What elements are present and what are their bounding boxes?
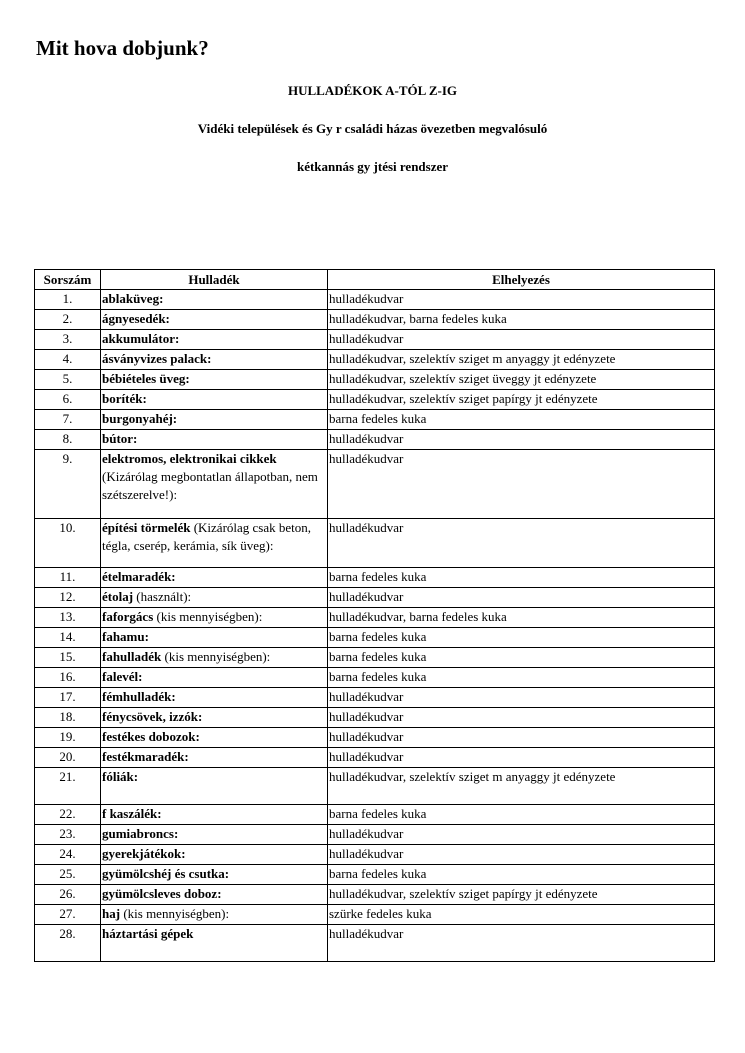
waste-item (101, 608, 328, 628)
waste-item (101, 865, 328, 885)
waste-name: étolaj (102, 589, 134, 604)
waste-item (101, 925, 328, 962)
waste-name: burgonyahéj: (102, 411, 178, 426)
table-header-row (35, 270, 715, 290)
disposal-place: barna fedeles kuka (328, 410, 715, 430)
waste-item (101, 430, 328, 450)
waste-name: festékes dobozok: (102, 729, 200, 744)
waste-name: fóliák: (102, 769, 139, 784)
disposal-place: hulladékudvar (328, 845, 715, 865)
waste-name: gumiabroncs: (102, 826, 179, 841)
disposal-place: barna fedeles kuka (328, 805, 715, 825)
waste-item (101, 450, 328, 519)
row-number: 18. (35, 708, 101, 728)
table-row (35, 668, 715, 688)
disposal-place: barna fedeles kuka (328, 668, 715, 688)
table-row (35, 688, 715, 708)
waste-name: elektromos, elektronikai cikkek (102, 451, 277, 466)
waste-item (101, 628, 328, 648)
table-row (35, 768, 715, 805)
waste-item (101, 568, 328, 588)
table-row (35, 310, 715, 330)
waste-item (101, 845, 328, 865)
waste-name: ételmaradék: (102, 569, 176, 584)
disposal-place: hulladékudvar (328, 430, 715, 450)
waste-name: ágnyesedék: (102, 311, 170, 326)
waste-item (101, 410, 328, 430)
table-row (35, 330, 715, 350)
row-number: 22. (35, 805, 101, 825)
header-sorszam: Sorszám (35, 270, 101, 290)
table-row (35, 430, 715, 450)
disposal-place: hulladékudvar, szelektív sziget papírgy jt edényzete (328, 390, 715, 410)
disposal-place: barna fedeles kuka (328, 865, 715, 885)
table-row (35, 519, 715, 568)
row-number: 8. (35, 430, 101, 450)
disposal-place: hulladékudvar (328, 825, 715, 845)
row-number: 16. (35, 668, 101, 688)
header-hulladek: Hulladék (101, 270, 328, 290)
table-row (35, 290, 715, 310)
disposal-place: hulladékudvar, barna fedeles kuka (328, 608, 715, 628)
waste-item (101, 825, 328, 845)
row-number: 6. (35, 390, 101, 410)
table-row (35, 648, 715, 668)
waste-name: boríték: (102, 391, 147, 406)
table-row (35, 805, 715, 825)
waste-name: f kaszálék: (102, 806, 162, 821)
waste-name: gyerekjátékok: (102, 846, 186, 861)
table-row (35, 925, 715, 962)
table-row (35, 628, 715, 648)
disposal-place: hulladékudvar, szelektív sziget papírgy jt edényzete (328, 885, 715, 905)
table-row (35, 370, 715, 390)
waste-item (101, 668, 328, 688)
table-row (35, 708, 715, 728)
row-number: 13. (35, 608, 101, 628)
disposal-place: hulladékudvar (328, 748, 715, 768)
header-elhelyezes: Elhelyezés (328, 270, 715, 290)
waste-name: építési törmelék (102, 520, 191, 535)
waste-item (101, 350, 328, 370)
table-row (35, 748, 715, 768)
waste-name: gyümölcshéj és csutka: (102, 866, 230, 881)
table-row (35, 568, 715, 588)
document-subheading: Vidéki települések és Gy r családi házas övezetben megvalósuló (197, 121, 548, 136)
waste-item (101, 648, 328, 668)
waste-item (101, 768, 328, 805)
row-number: 27. (35, 905, 101, 925)
disposal-place: hulladékudvar (328, 519, 715, 568)
table-row (35, 350, 715, 370)
disposal-place: hulladékudvar (328, 688, 715, 708)
row-number: 14. (35, 628, 101, 648)
waste-name: falevél: (102, 669, 143, 684)
waste-name: ásványvizes palack: (102, 351, 212, 366)
row-number: 12. (35, 588, 101, 608)
disposal-place: barna fedeles kuka (328, 568, 715, 588)
row-number: 28. (35, 925, 101, 962)
waste-item (101, 708, 328, 728)
waste-item (101, 588, 328, 608)
disposal-place: barna fedeles kuka (328, 648, 715, 668)
disposal-place: hulladékudvar (328, 728, 715, 748)
table-row (35, 865, 715, 885)
waste-name: háztartási gépek (102, 926, 194, 941)
waste-name: fénycsövek, izzók: (102, 709, 203, 724)
waste-item (101, 885, 328, 905)
row-number: 2. (35, 310, 101, 330)
disposal-place: hulladékudvar (328, 450, 715, 519)
waste-item (101, 290, 328, 310)
row-number: 23. (35, 825, 101, 845)
disposal-place: hulladékudvar, szelektív sziget üveggy jt edényzete (328, 370, 715, 390)
row-number: 15. (35, 648, 101, 668)
waste-name: bébiételes üveg: (102, 371, 190, 386)
row-number: 25. (35, 865, 101, 885)
disposal-place: hulladékudvar (328, 588, 715, 608)
waste-item (101, 688, 328, 708)
page-title: Mit hova dobjunk? (36, 36, 209, 60)
waste-note: (Kizárólag csak beton, tégla, cserép, kerámia, sík üveg): (102, 520, 312, 553)
disposal-place: hulladékudvar, szelektív sziget m anyaggy jt edényzete (328, 768, 715, 805)
row-number: 19. (35, 728, 101, 748)
table-row (35, 905, 715, 925)
row-number: 24. (35, 845, 101, 865)
waste-note: (kis mennyiségben): (164, 649, 271, 664)
waste-name: akkumulátor: (102, 331, 180, 346)
row-number: 10. (35, 519, 101, 568)
table-row (35, 608, 715, 628)
row-number: 5. (35, 370, 101, 390)
waste-name: fémhulladék: (102, 689, 176, 704)
disposal-place: hulladékudvar, szelektív sziget m anyaggy jt edényzete (328, 350, 715, 370)
waste-note: (használt): (136, 589, 192, 604)
disposal-place: hulladékudvar (328, 708, 715, 728)
waste-note: (kis mennyiségben): (156, 609, 263, 624)
table-row (35, 728, 715, 748)
waste-note: (kis mennyiségben): (123, 906, 230, 921)
waste-name: fahulladék (102, 649, 162, 664)
waste-item (101, 310, 328, 330)
disposal-place: hulladékudvar, barna fedeles kuka (328, 310, 715, 330)
waste-note: (Kizárólag megbontatlan állapotban, nem szétszerelve!): (102, 469, 318, 502)
waste-name: bútor: (102, 431, 138, 446)
waste-name: festékmaradék: (102, 749, 189, 764)
table-row (35, 588, 715, 608)
row-number: 21. (35, 768, 101, 805)
disposal-place: hulladékudvar (328, 330, 715, 350)
row-number: 1. (35, 290, 101, 310)
row-number: 11. (35, 568, 101, 588)
row-number: 9. (35, 450, 101, 519)
waste-table (34, 269, 715, 962)
row-number: 17. (35, 688, 101, 708)
disposal-place: szürke fedeles kuka (328, 905, 715, 925)
waste-item (101, 748, 328, 768)
disposal-place: barna fedeles kuka (328, 628, 715, 648)
row-number: 7. (35, 410, 101, 430)
document-heading: HULLADÉKOK A-TÓL Z-IG (287, 83, 458, 98)
waste-name: haj (102, 906, 121, 921)
waste-name: fahamu: (102, 629, 149, 644)
row-number: 20. (35, 748, 101, 768)
waste-name: ablaküveg: (102, 291, 164, 306)
waste-item (101, 728, 328, 748)
table-row (35, 825, 715, 845)
document-subheading-2: kétkannás gy jtési rendszer (296, 159, 449, 174)
table-row (35, 450, 715, 519)
waste-item (101, 905, 328, 925)
waste-item (101, 519, 328, 568)
table-row (35, 390, 715, 410)
waste-item (101, 390, 328, 410)
row-number: 4. (35, 350, 101, 370)
table-row (35, 885, 715, 905)
disposal-place: hulladékudvar (328, 925, 715, 962)
waste-name: gyümölcsleves doboz: (102, 886, 222, 901)
waste-name: faforgács (102, 609, 154, 624)
waste-item (101, 370, 328, 390)
table-row (35, 410, 715, 430)
disposal-place: hulladékudvar (328, 290, 715, 310)
waste-item (101, 805, 328, 825)
row-number: 26. (35, 885, 101, 905)
row-number: 3. (35, 330, 101, 350)
waste-item (101, 330, 328, 350)
table-row (35, 845, 715, 865)
